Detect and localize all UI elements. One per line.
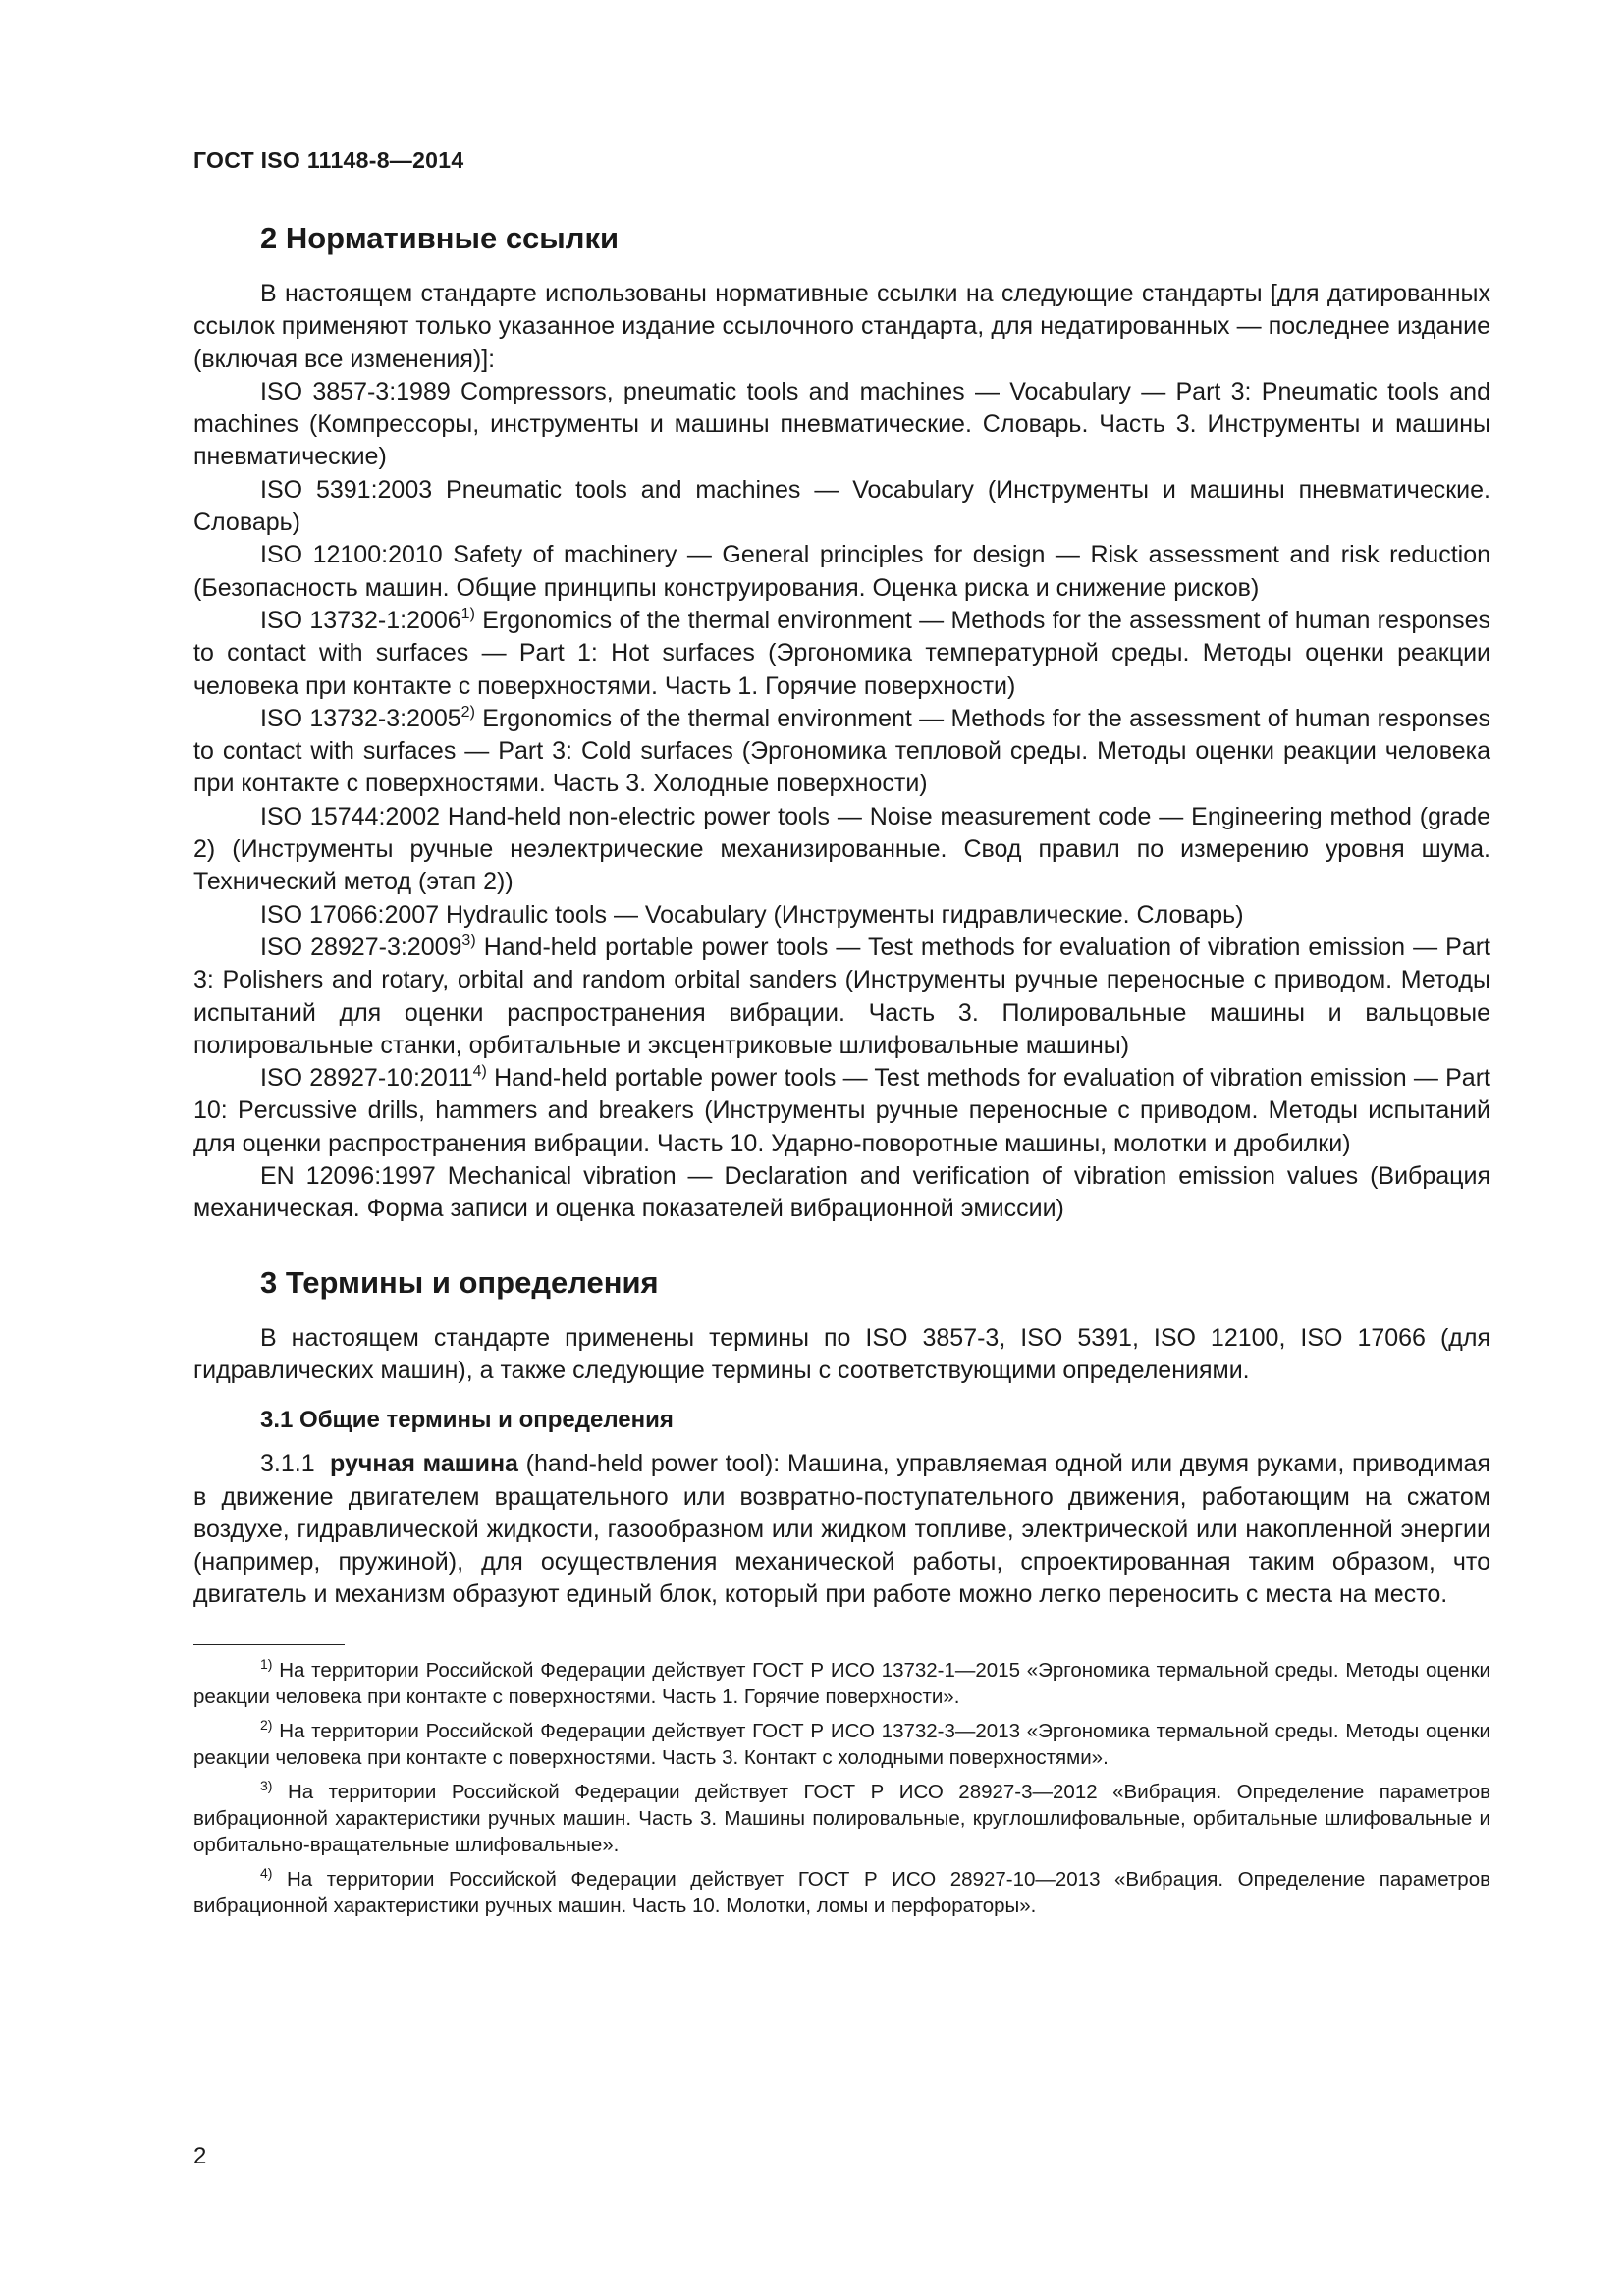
footnote-mark: 3) [260, 1777, 273, 1793]
reference-item [193, 539, 1490, 605]
reference-text: Hand-held portable power tools — Test methods for evaluation of vibration emission — Part 10: Percussive drills, hammers and breakers (Инструменты ручные переносные с приводом. Методы испытаний для оценки распространения вибрации. Часть 10. Ударно-поворотные машины, молотки и дробилки) [193, 1064, 1490, 1157]
reference-item [193, 899, 1490, 932]
reference-text: Ergonomics of the thermal environment — Methods for the assessment of human responses to contact with surfaces — Part 3: Cold surfaces (Эргономика тепловой среды. Методы оценки реакции человека при контакте с поверхностями. Часть 3. Холодные поверхности) [193, 704, 1490, 798]
footnote-mark: 1) [260, 1655, 273, 1672]
subsection-3-1-title: 3.1 Общие термины и определения [260, 1407, 674, 1434]
section-2-intro: В настоящем стандарте использованы нормативные ссылки на следующие стандарты [для датированных ссылок применяют только указанное издание ссылочного стандарта, для недатированных — последнее издание (включая все изменения)]: [193, 280, 1490, 373]
reference-item [193, 474, 1490, 540]
footnote-text: На территории Российской Федерации действует ГОСТ Р ИСО 13732-3—2013 «Эргономика термальной среды. Методы оценки реакции человека при контакте с поверхностями. Часть 3. Контакт с холодными поверхностями». [193, 1719, 1490, 1769]
reference-text: Safety of machinery — General principles for design — Risk assessment and risk reduction (Безопасность машин. Общие принципы конструирования. Оценка риска и снижение рисков) [193, 541, 1490, 602]
footnote-mark: 4) [260, 1864, 273, 1881]
footnote [193, 1779, 1490, 1858]
footnotes [193, 1657, 1490, 1919]
reference-item [193, 1062, 1490, 1160]
footnote-marker: 2) [460, 703, 475, 721]
reference-item [193, 801, 1490, 899]
term-name: ручная машина [330, 1450, 518, 1478]
reference-text: Hydraulic tools — Vocabulary (Инструменты гидравлические. Словарь) [439, 900, 1244, 929]
page-number: 2 [193, 2143, 207, 2169]
footnote [193, 1866, 1490, 1919]
footnote-marker: 4) [472, 1063, 487, 1081]
footnote-text: На территории Российской Федерации действует ГОСТ Р ИСО 28927-10—2013 «Вибрация. Определение параметров вибрационной характеристики ручных машин. Часть 10. Молотки, ломы и перфораторы». [193, 1867, 1490, 1917]
term-definition-text: (hand-held power tool): Машина, управляемая одной или двумя руками, приводимая в движение двигателем вращательного или возвратно-поступательного движения, работающим на сжатом воздухе, гидравлической жидкости, газообразном или жидком топливе, электрической или накопленной энергии (например, пружиной), для осуществления механической работы, спроектированная таким образом, что двигатель и механизм образуют единый блок, который при работе можно легко переносить с места на место. [193, 1450, 1490, 1609]
reference-code: ISO 5391:2003 [260, 475, 433, 504]
footnote-marker: 3) [461, 932, 476, 949]
footnote-marker: 1) [460, 605, 475, 622]
footnote-separator [193, 1644, 345, 1645]
section-3-intro: В настоящем стандарте применены термины по ISO 3857-3, ISO 5391, ISO 12100, ISO 17066 (для гидравлических машин), а также следующие термины с соответствующими определениями. [193, 1323, 1490, 1384]
reference-text: Hand-held non-electric power tools — Noise measurement code — Engineering method (grade 2) (Инструменты ручные неэлектрические механизированные. Свод правил по измерению уровня шума. Технический метод (этап 2)) [193, 802, 1491, 896]
footnote-text: На территории Российской Федерации действует ГОСТ Р ИСО 28927-3—2012 «Вибрация. Определение параметров вибрационной характеристики ручных машин. Часть 3. Машины полировальные, круглошлифовальные, орбитальные шлифовальные и орбитально-вращательные шлифовальные». [193, 1780, 1490, 1856]
footnote-mark: 2) [260, 1716, 273, 1733]
reference-text: Ergonomics of the thermal environment — Methods for the assessment of human responses to contact with surfaces — Part 1: Hot surfaces (Эргономика температурной среды. Методы оценки реакции человека при контакте с поверхностями. Часть 1. Горячие поверхности) [193, 606, 1490, 700]
section-3-title: 3 Термины и определения [260, 1264, 659, 1300]
footnote-text: На территории Российской Федерации действует ГОСТ Р ИСО 13732-1—2015 «Эргономика термальной среды. Методы оценки реакции человека при контакте с поверхностями. Часть 1. Горячие поверхности». [193, 1658, 1490, 1708]
reference-text: Compressors, pneumatic tools and machines — Vocabulary — Part 3: Pneumatic tools and machines (Компрессоры, инструменты и машины пневматические. Словарь. Часть 3. Инструменты и машины пневматические) [193, 377, 1490, 471]
reference-item [193, 376, 1490, 474]
reference-code: ISO 13732-3:2005 [260, 704, 461, 732]
reference-code: ISO 15744:2002 [260, 802, 441, 830]
footnote [193, 1657, 1490, 1710]
reference-text: Mechanical vibration — Declaration and verification of vibration emission values (Вибрация механическая. Форма записи и оценка показателей вибрационной эмиссии) [193, 1162, 1490, 1223]
section-2-title: 2 Нормативные ссылки [260, 221, 620, 255]
document-page [193, 147, 1490, 1927]
reference-code: ISO 3857-3:1989 [260, 377, 451, 405]
term-number: 3.1.1 [260, 1450, 315, 1478]
document-header: ГОСТ ISO 11148-8—2014 [193, 147, 464, 173]
reference-item [193, 703, 1490, 801]
reference-code: ISO 12100:2010 [260, 541, 443, 569]
reference-code: ISO 13732-1:2006 [260, 606, 461, 634]
reference-item [193, 605, 1490, 703]
reference-code: ISO 28927-10:2011 [260, 1064, 473, 1093]
term-definition [193, 1448, 1490, 1611]
reference-text: Hand-held portable power tools — Test methods for evaluation of vibration emission — Part 3: Polishers and rotary, orbital and random orbital sanders (Инструменты ручные переносные с приводом. Методы испытаний для оценки распространения вибрации. Часть 3. Полировальные машины и вальцовые полировальные станки, орбитальные и эксцентриковые шлифовальные машины) [193, 933, 1490, 1059]
reference-item [193, 932, 1490, 1062]
reference-text: Pneumatic tools and machines — Vocabulary (Инструменты и машины пневматические. Словарь) [193, 475, 1490, 537]
reference-item [193, 1160, 1490, 1226]
reference-code: ISO 28927-3:2009 [260, 933, 462, 961]
reference-code: EN 12096:1997 [260, 1162, 436, 1191]
reference-code: ISO 17066:2007 [260, 900, 440, 929]
footnote [193, 1718, 1490, 1771]
normative-references-list [193, 376, 1490, 1226]
